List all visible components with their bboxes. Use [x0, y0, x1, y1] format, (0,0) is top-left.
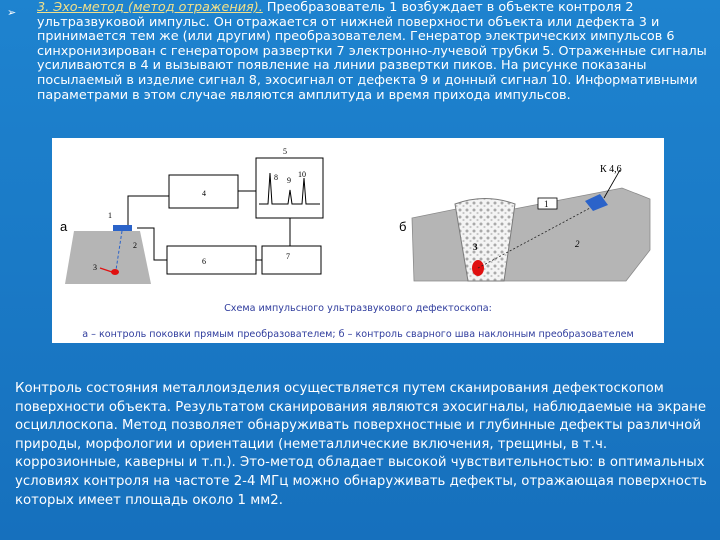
angle-label: К 4,6 [600, 164, 622, 175]
crt-screen [256, 158, 323, 218]
figure-caption-title: Схема импульсного ультразвукового дефектоскопа: [224, 303, 492, 314]
label-4: 4 [202, 189, 206, 198]
label-5: 5 [283, 147, 287, 156]
label-3-a: 3 [93, 263, 97, 272]
pulse-generator-block [167, 246, 256, 274]
wire-transducer-amplifier [128, 196, 169, 225]
label-7: 7 [286, 252, 290, 261]
straight-transducer [113, 225, 132, 231]
defect-a [111, 269, 119, 275]
intro-text: Преобразователь 1 возбуждает в объекте контроля 2 ультразвуковой импульс. Он отражается от нижней поверхности объекта или дефекта 3 и принимается тем же (или другим) преобразователем. Генератор электрических импульсов 6 синхронизирован с генератором развертки 7 электронно-лучевой трубки 5. Отраженные сигналы усиливаются в 4 и вызывают появление на линии развертки пиков. На рисунке показаны посылаемый в изделие сигнал 8, эхосигнал от дефекта 9 и донный сигнал 10. Информативными параметрами в этом случае являются амплитуда и время прихода импульсов. [37, 0, 707, 103]
label-2-a: 2 [133, 241, 137, 250]
figure-caption-legend: а – контроль поковки прямым преобразователем; б – контроль сварного шва наклонным преобразователем [82, 329, 634, 340]
intro-paragraph [37, 1, 709, 103]
sweep-generator-block [262, 246, 321, 274]
weld-specimen [412, 188, 650, 281]
body-paragraph: Контроль состояния металлоизделия осуществляется путем сканирования дефектоскопом поверхности объекта. Результатом сканирования являются эхосигналы, наблюдаемые на экране осциллоскопа. Метод позволяет обнаруживать поверхностные и глубинные дефекты различной природы, морфологии и ориентации (неметаллические включения, трещины, в т.ч. коррозионные, каверны и т.п.). Это-метод обладает высокой чувствительностью: в оптимальных условиях контроля на частоте 2-4 МГц можно обнаруживать дефекты, отражающая поверхность которых имеет площадь около 1 мм2. [15, 381, 707, 508]
label-3-b: 3 [473, 242, 478, 252]
defectoscope-figure [52, 138, 664, 343]
label-6: 6 [202, 257, 206, 266]
label-9: 9 [287, 176, 291, 185]
label-2-b: 2 [575, 239, 580, 249]
label-8: 8 [274, 173, 278, 182]
method-title: 3. Эхо-метод (метод отражения). [37, 0, 263, 15]
panel-a-letter: а [60, 219, 68, 234]
label-1-b: 1 [544, 199, 549, 209]
label-1-a: 1 [108, 211, 112, 220]
bullet-arrow-icon: ➢ [7, 6, 17, 19]
panel-b-letter: б [399, 219, 407, 234]
label-10: 10 [298, 170, 306, 179]
specimen-forging [65, 231, 151, 284]
